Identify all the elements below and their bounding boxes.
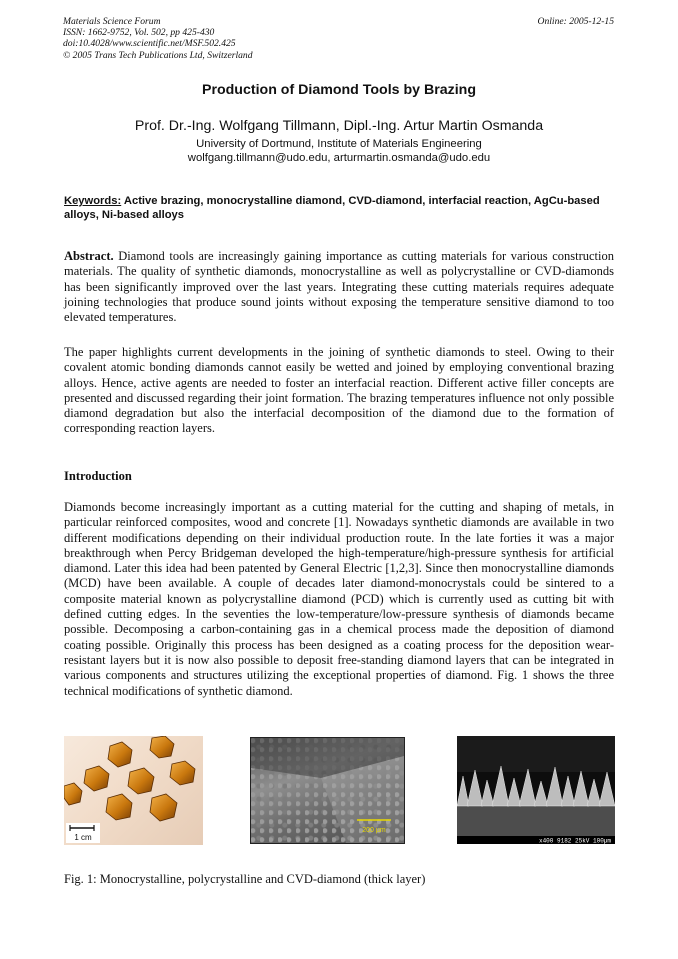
figure-polycrystalline-diamond	[250, 737, 405, 844]
paper-title: Production of Diamond Tools by Brazing	[201, 82, 477, 98]
figure-cvd-diamond	[457, 736, 615, 844]
diamond-crystals	[64, 736, 195, 821]
scale-label-1: 1 cm	[74, 833, 92, 842]
abstract-paragraph-1	[64, 249, 614, 325]
figure-monocrystalline-diamond	[64, 736, 203, 845]
online-date: Online: 2005-12-15	[537, 16, 614, 27]
affiliation-block	[0, 137, 678, 165]
copyright-line: © 2005 Trans Tech Publications Ltd, Switzerland	[63, 49, 253, 61]
figure-caption: Fig. 1: Monocrystalline, polycrystalline and CVD-diamond (thick layer)	[64, 872, 426, 886]
scale-bar-1cm	[66, 823, 100, 843]
journal-name: Materials Science Forum	[63, 16, 161, 27]
scale-label-2: 200 µm	[362, 827, 386, 834]
section-heading-introduction: Introduction	[64, 469, 132, 483]
issn-line: ISSN: 1662-9752, Vol. 502, pp 425-430	[63, 27, 215, 39]
abstract-text-1: Diamond tools are increasingly gaining importance as cutting materials for various construction materials. The quality of synthetic diamonds, monocrystalline as well as polycrystalline or CVD-diamonds has been significantly improved over the last years. Integrating these cutting materials requires adequate joining technologies that produce sound joints without exposing the temperature sensitive diamond to too elevated temperatures.	[64, 249, 615, 325]
author-emails: wolfgang.tillmann@udo.edu, arturmartin.osmanda@udo.edu	[187, 152, 491, 164]
author-list: Prof. Dr.-Ing. Wolfgang Tillmann, Dipl.-Ing. Artur Martin Osmanda	[134, 118, 544, 134]
abstract-label: Abstract.	[64, 249, 114, 263]
publication-info	[63, 16, 253, 61]
affiliation: University of Dortmund, Institute of Materials Engineering	[196, 138, 482, 150]
keywords	[64, 195, 616, 222]
doi-line: doi:10.4028/www.scientific.net/MSF.502.425	[63, 38, 236, 50]
keywords-label: Keywords:	[64, 195, 122, 207]
monocrystalline-diamond-image	[64, 736, 203, 845]
cvd-diamond-image	[457, 736, 615, 844]
abstract-paragraph-2: The paper highlights current developments in the joining of synthetic diamonds to steel. Owing to their covalent atomic bonding diamonds cannot easily be wetted and joined by employing conventional brazing alloys. Hence, active agents are needed to foster an interfacial reaction. Different active filler concepts are presented and discussed regarding their joint formation. The brazing temperatures influence not only possible diamond degradation but also the interfacial decomposition of the diamond due to the formation of corresponding reaction layers.	[64, 345, 614, 436]
introduction-paragraph: Diamonds become increasingly important as a cutting material for the cutting and shaping of metals, in particular reinforced composites, wood and concrete [1]. Nowadays synthetic diamonds are available in two different modifications depending on their individual production route. In the late forties it was a major breakthrough when Percy Bridgeman developed the high-temperature/high-pressure synthesis for artificial diamond. Later this idea had been patented by General Electric [1,2,3]. Since then monocrystalline diamonds (MCD) have been available. A couple of decades later diamond-monocrystals could be sintered to a composite material known as polycrystalline diamond (PCD) which is currently used as cutting bit with defined cutting edges. In the seventies the low-temperature/low-pressure synthesis of diamonds became possible. Decomposing a carbon-containing gas in a chemical process made the deposition of diamond coating possible. Originally this process has been designed as a coating process for the deposition wear-resistant layers but it is now also possible to deposit free-standing diamond layers that can be integrated in various components and structures utilizing the exceptional properties of diamond. Fig. 1 shows the three technical modifications of synthetic diamond.	[64, 500, 614, 698]
polycrystalline-diamond-image	[251, 738, 404, 843]
scale-label-3: x400 9182 25kV 100µm	[538, 837, 611, 844]
keywords-text: Active brazing, monocrystalline diamond, CVD-diamond, interfacial reaction, AgCu-based alloys, Ni-based alloys	[64, 195, 600, 221]
